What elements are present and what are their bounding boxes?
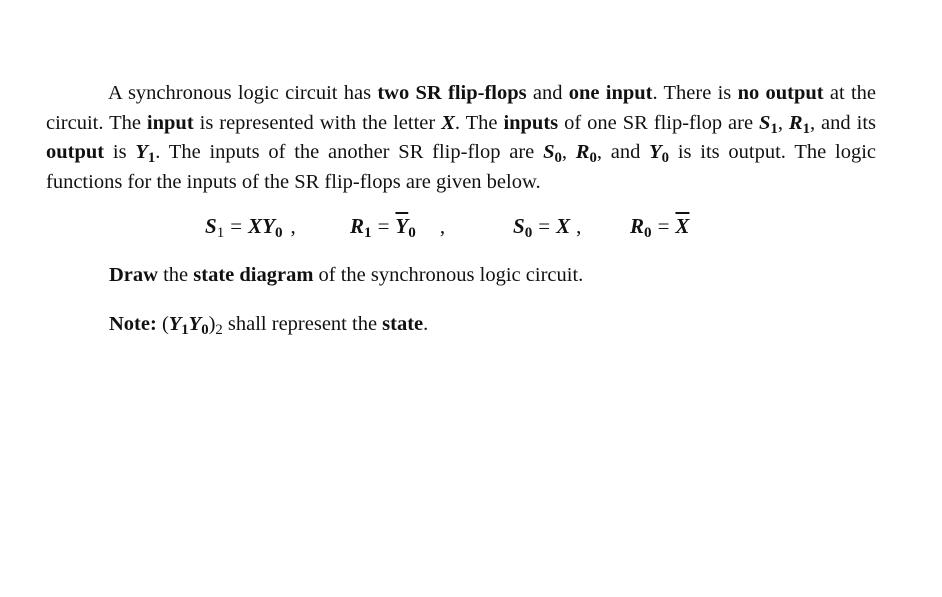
- math-symbol: Y: [188, 313, 202, 335]
- task-instruction: [109, 264, 583, 287]
- text: and: [526, 82, 569, 104]
- math-symbol: Y: [649, 141, 662, 163]
- text: the: [157, 264, 194, 286]
- math-variable-s1: [759, 111, 778, 137]
- text: . There is: [652, 82, 738, 104]
- math-subscript: 1: [181, 322, 189, 339]
- bold-text: state: [382, 313, 424, 335]
- math-symbol: Y: [168, 313, 182, 335]
- bold-text: state diagram: [193, 264, 314, 286]
- eq-lhs: S: [205, 214, 217, 238]
- eq-rhs-complement: $\overline{Y}$: [395, 214, 409, 238]
- eq-lhs-subscript: 0: [644, 225, 652, 242]
- text: . The inputs of the another SR flip-flop are: [155, 141, 544, 163]
- bold-text: one input: [568, 82, 653, 104]
- base-subscript: 2: [215, 322, 223, 339]
- math-variable-y0: [649, 141, 670, 167]
- equation-s1: [205, 214, 296, 242]
- math-symbol: R: [788, 111, 803, 134]
- eq-lhs: R: [350, 214, 365, 238]
- eq-rhs-subscript: 0: [274, 225, 283, 242]
- eq-lhs: S: [513, 214, 525, 238]
- equation-s0: [513, 214, 582, 242]
- math-variable-r0: [575, 141, 597, 167]
- eq-lhs: R: [630, 214, 645, 238]
- text: , and: [596, 141, 650, 163]
- math-subscript: 1: [802, 120, 810, 137]
- bold-text: two SR flip-flops: [377, 82, 527, 104]
- problem-paragraph: [46, 79, 876, 197]
- eq-lhs-subscript: 1: [364, 225, 372, 242]
- bold-text: inputs: [503, 111, 559, 134]
- eq-rhs-subscript: 0: [408, 225, 416, 242]
- equals-sign: =: [230, 214, 243, 238]
- text: is its output. The logic functions for the inputs of the SR flip-flops are given below.: [46, 141, 876, 193]
- note-label: Note:: [109, 313, 157, 335]
- equation-r1: [350, 214, 446, 242]
- eq-lhs-subscript: 1: [216, 225, 225, 242]
- math-subscript: 0: [661, 150, 670, 167]
- paren-open: (: [156, 313, 169, 335]
- math-subscript: 1: [770, 120, 778, 137]
- eq-rhs-complement: $\overline{X}$: [675, 214, 690, 238]
- comma: ,: [290, 214, 296, 238]
- text: A synchronous logic circuit has: [108, 82, 378, 104]
- comma: ,: [576, 214, 582, 238]
- math-variable-r1: [788, 111, 810, 137]
- math-variable-s0: [543, 141, 562, 167]
- bold-text: Draw: [109, 264, 158, 286]
- text: at the circuit. The: [46, 82, 876, 134]
- bold-text: output: [46, 141, 105, 163]
- equals-sign: =: [538, 214, 551, 238]
- text: is represented with the letter: [193, 111, 442, 134]
- math-subscript: 1: [147, 150, 156, 167]
- equation-r0: [630, 214, 690, 242]
- math-variable-x: X: [441, 111, 455, 134]
- text: ,: [561, 141, 576, 163]
- math-symbol: Y: [135, 141, 148, 163]
- text: of the synchronous logic circuit.: [313, 264, 584, 286]
- text: shall represent the: [222, 313, 383, 335]
- eq-lhs-subscript: 0: [524, 225, 533, 242]
- math-subscript: 0: [554, 150, 562, 167]
- math-symbol: S: [759, 111, 771, 134]
- math-subscript: 0: [589, 150, 597, 167]
- eq-rhs: XY: [248, 214, 275, 238]
- paren-close: ): [208, 313, 216, 335]
- math-subscript: 0: [201, 322, 209, 339]
- text: is: [104, 141, 136, 163]
- equals-sign: =: [377, 214, 390, 238]
- math-symbol: R: [575, 141, 590, 163]
- note-line: [109, 313, 429, 339]
- text: .: [423, 313, 429, 335]
- bold-text: input: [146, 111, 194, 134]
- comma: ,: [439, 214, 446, 238]
- math-symbol: S: [543, 141, 555, 163]
- text: . The: [454, 111, 504, 134]
- math-variable-y1: [135, 141, 156, 167]
- bold-text: no output: [737, 82, 824, 104]
- text: , and its: [809, 111, 876, 134]
- text: ,: [777, 111, 789, 134]
- eq-rhs: X: [556, 214, 571, 238]
- text: of one SR flip-flop are: [558, 111, 760, 134]
- equals-sign: =: [657, 214, 670, 238]
